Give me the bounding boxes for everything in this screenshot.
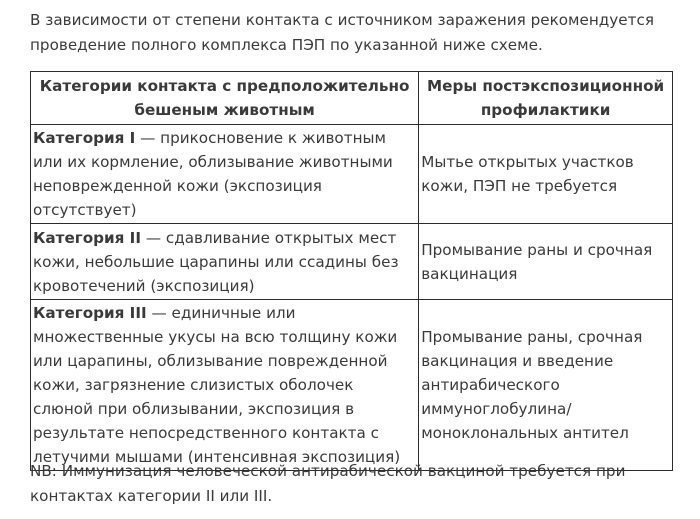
intro-paragraph: В зависимости от степени контакта с источником заражения рекомендуется проведение полного комплекса ПЭП по указанной ниже схеме.: [30, 11, 654, 54]
category-description: — сдавливание открытых мест кожи, небольшие царапины или ссадины без кровотечений (экспозиция): [33, 228, 399, 295]
category-cell: [31, 224, 419, 300]
category-description: — единичные или множественные укусы на всю толщину кожи или царапины, облизывание поврежденной кожи, загрязнение слизистых оболочек слюной при облизывании, экспозиция в результате непосредственного контакта с летучими мышами (интенсивная экспозиция): [33, 304, 401, 466]
category-name: Категория III: [33, 304, 147, 322]
contact-category-table: [30, 71, 673, 471]
category-name: Категория II: [33, 228, 141, 247]
table-row: [31, 125, 673, 224]
table-row: [31, 300, 673, 471]
measures-cell: Промывание раны, срочная вакцинация и введение антирабического иммуноглобулина/ моноклональных антител: [419, 300, 673, 471]
table-header-row: [31, 72, 673, 125]
measures-cell: Мытье открытых участков кожи, ПЭП не требуется: [419, 125, 673, 224]
nb-note: NB: Иммунизация человеческой антирабической вакциной требуется при контактах категории II или III.: [30, 462, 626, 505]
header-contact-category: Категории контакта с предположительно бешеным животным: [31, 72, 419, 125]
table-row: [31, 224, 673, 300]
category-description: — прикосновение к животным или их кормление, облизывание животными неповрежденной кожи (экспозиция отсутствует): [33, 129, 393, 219]
header-pep-measures: Меры постэкспозиционной профилактики: [419, 72, 673, 125]
category-cell: [31, 300, 419, 471]
category-cell: [31, 125, 419, 224]
measures-cell: Промывание раны и срочная вакцинация: [419, 224, 673, 300]
category-name: Категория I: [33, 129, 136, 147]
